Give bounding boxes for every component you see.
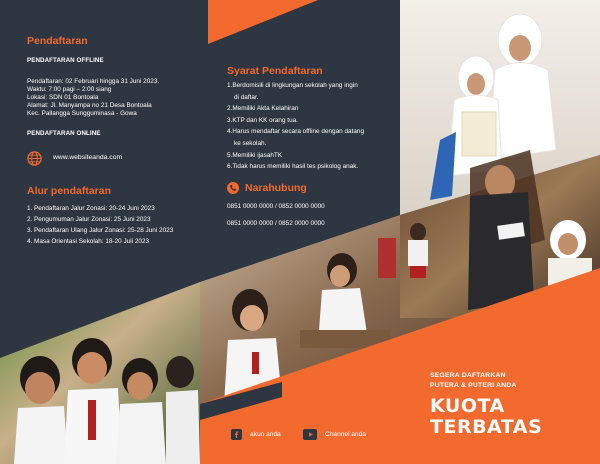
facebook-label[interactable]: akun anda [250, 431, 281, 438]
offline-line: Alamat: Jl. Manyampa no 21 Desa Bontoala [27, 102, 152, 110]
phone-icon [227, 182, 239, 194]
requirements-list [227, 80, 397, 173]
globe-icon [27, 151, 42, 166]
offline-heading: PENDAFTARAN OFFLINE [27, 57, 104, 64]
facebook-icon [231, 429, 242, 440]
online-heading: PENDAFTARAN ONLINE [27, 130, 101, 137]
flow-title: Alur pendaftaran [27, 185, 112, 197]
offline-details [27, 78, 159, 118]
youtube-icon [303, 429, 317, 440]
promo-headline: TERBATAS [430, 416, 543, 438]
requirement-item: 1.Berdomisili di lingkungan sekolah yang ingin di daftar. [227, 82, 358, 101]
youtube-link[interactable] [303, 429, 366, 440]
flow-item: 1. Pendaftaran Jalur Zonasi: 20-24 Juni 2023 [27, 205, 155, 212]
requirement-item: 4.Harus mendaftar secara offline dengan datang ke sekolah. [227, 128, 365, 147]
promo-line: SEGERA DAFTARKAN [430, 372, 506, 379]
contact-line: 0851 0000 0000 / 0852 0000 0000 [227, 220, 325, 227]
offline-line: Kec. Pallangga Sungguminasa - Gowa [27, 110, 137, 118]
requirement-item: 2.Memiliki Akta Kelahiran [227, 105, 299, 113]
flow-item: 3. Pendaftaran Ulang Jalur Zonasi: 25-28 Juni 2023 [27, 227, 174, 234]
promo-headline: KUOTA [430, 395, 505, 417]
flow-list [27, 203, 173, 247]
contact-header [227, 182, 307, 194]
offline-line: Pendaftaran: 02 Februari hingga 31 Juni 2023. [27, 78, 160, 85]
offline-line: Lokasi: SDN 01 Bontoala [27, 94, 99, 102]
registration-title: Pendaftaran [27, 35, 88, 47]
offline-line: Waktu: 7:00 pagi – 2:00 siang [27, 86, 112, 94]
requirement-item: 3.KTP dan KK orang tua. [227, 116, 298, 124]
flow-item: 4. Masa Orientasi Sekolah: 18-20 Juli 2023 [27, 238, 150, 245]
contact-line: 0851 0000 0000 / 0852 0000 0000 [227, 203, 325, 210]
requirement-item: 5.Memiliki ijasahTK [227, 151, 283, 159]
flow-item: 2. Pengumuman Jalur Zonasi: 25 Juni 2023 [27, 216, 151, 223]
website-row[interactable] [27, 151, 122, 166]
website-link[interactable]: www.websiteanda.com [53, 154, 123, 162]
requirements-title: Syarat Pendaftaran [227, 65, 323, 77]
promo-line: PUTERA & PUTERI ANDA [430, 382, 517, 389]
accent-stripe-top [208, 0, 318, 44]
requirement-item: 6.Tidak harus memiliki hasil tes psikolog anak. [227, 163, 359, 171]
contact-title: Narahubung [245, 182, 307, 194]
youtube-label[interactable]: Channel anda [325, 431, 367, 438]
facebook-link[interactable] [231, 429, 281, 440]
